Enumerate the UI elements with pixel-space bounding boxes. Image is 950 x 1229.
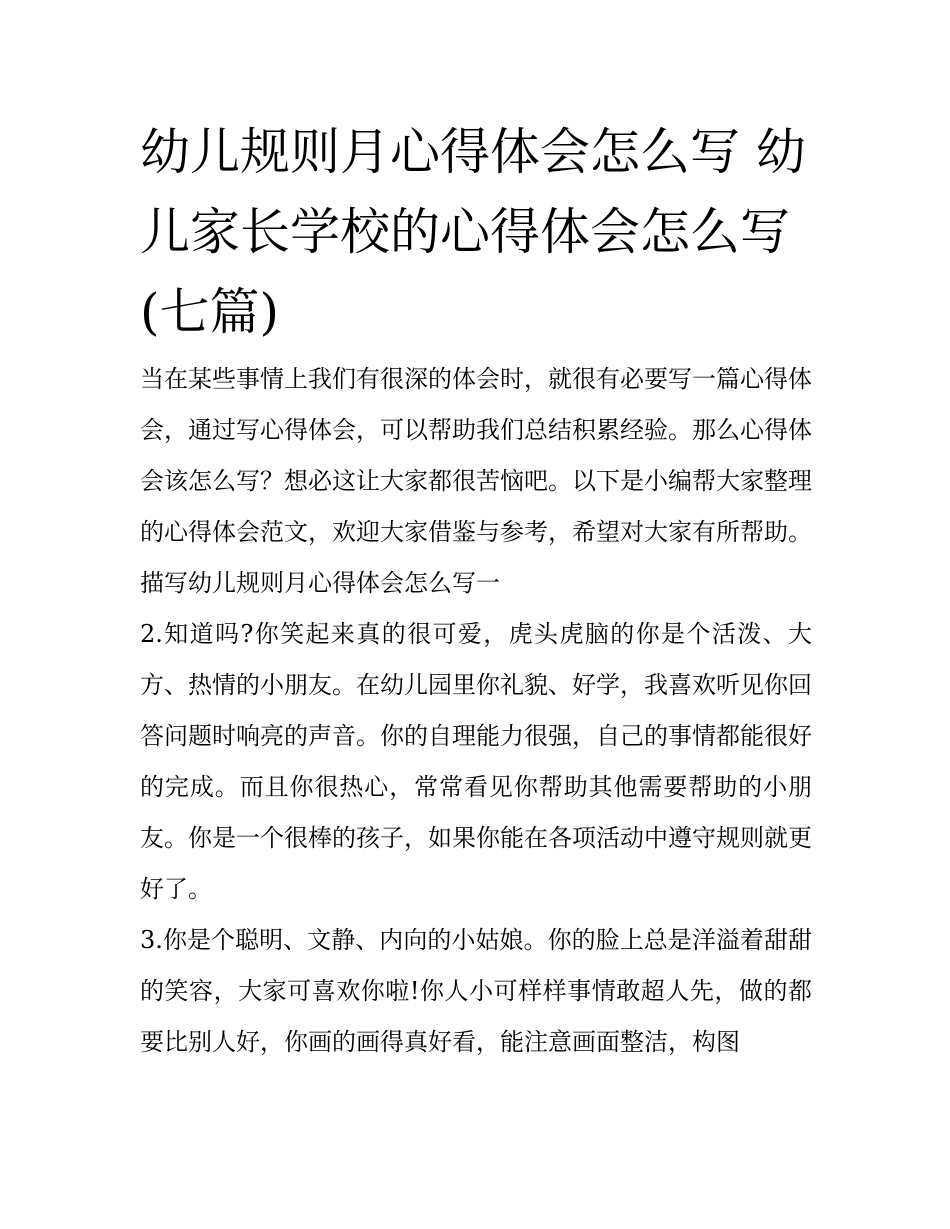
intro-paragraph: 当在某些事情上我们有很深的体会时，就很有必要写一篇心得体会，通过写心得体会，可以帮助我们总结积累经验。那么心得体会该怎么写？想必这让大家都很苦恼吧。以下是小编帮大家整理的心得体会范文，欢迎大家借鉴与参考，希望对大家有所帮助。 bbox=[140, 365, 812, 546]
document-page bbox=[140, 112, 812, 1068]
body-paragraph: 2.知道吗?你笑起来真的很可爱，虎头虎脑的你是个活泼、大方、热情的小朋友。在幼儿园里你礼貌、好学，我喜欢听见你回答问题时响亮的声音。你的自理能力很强，自己的事情都能很好的完成。而且你很热心，常常看见你帮助其他需要帮助的小朋友。你是一个很棒的孩子，如果你能在各项活动中遵守规则就更好了。 bbox=[140, 620, 812, 903]
document-title: 幼儿规则月心得体会怎么写 幼儿家长学校的心得体会怎么写(七篇) bbox=[140, 123, 806, 341]
body-paragraph: 3.你是个聪明、文静、内向的小姑娘。你的脸上总是洋溢着甜甜的笑容，大家可喜欢你啦!你人小可样样事情敢超人先，做的都要比别人好，你画的画得真好看，能注意画面整洁，构图 bbox=[140, 926, 812, 1056]
section-heading: 描写幼儿规则月心得体会怎么写一 bbox=[140, 569, 500, 597]
